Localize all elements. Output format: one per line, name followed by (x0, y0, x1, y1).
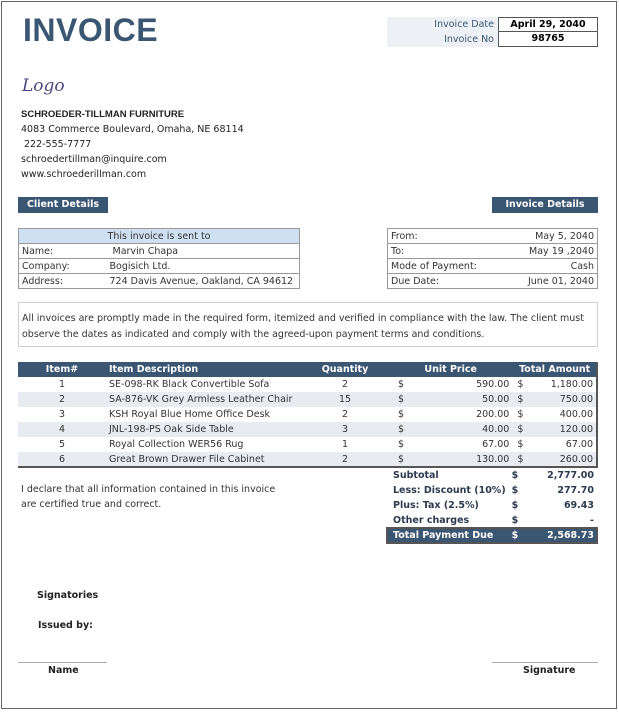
item-unit-price: 590.00 (476, 379, 510, 390)
item-description: KSH Royal Blue Home Office Desk (109, 409, 270, 420)
item-total: 67.00 (565, 439, 593, 450)
company-name: SCHROEDER-TILLMAN FURNITURE (21, 109, 185, 120)
declaration-line: I declare that all information contained in this invoice (21, 484, 276, 495)
summary-value: 2,777.00 (547, 470, 594, 481)
client-label: Address: (19, 274, 107, 289)
terms-note: All invoices are promptly made in the required form, itemized and verified in compliance with the law. The client must observe the dates as indicated and comply with the agreed-upon payment terms and conditions. (18, 302, 598, 347)
issued-by-label: Issued by: (38, 620, 93, 631)
item-description: SA-876-VK Grey Armless Leather Chair (106, 392, 302, 407)
item-description: Great Brown Drawer File Cabinet (106, 452, 302, 467)
item-row[interactable] (18, 437, 597, 452)
col-unit-price: Unit Price (388, 362, 513, 377)
item-row[interactable] (18, 392, 597, 407)
summary-label: Total Payment Due (387, 528, 506, 543)
item-no: 3 (58, 409, 66, 420)
currency-symbol: $ (511, 470, 519, 481)
detail-label: Mode of Payment: (388, 259, 506, 274)
detail-to[interactable]: May 19 ,2040 (505, 244, 597, 259)
currency-symbol: $ (511, 485, 519, 496)
summary-label: Subtotal (393, 470, 439, 481)
col-total: Total Amount (513, 362, 597, 377)
client-name[interactable]: Marvin Chapa (107, 244, 300, 259)
detail-label: From: (388, 229, 506, 244)
declaration-line: are certified true and correct. (21, 499, 162, 510)
currency-symbol: $ (517, 379, 524, 390)
currency-symbol: $ (388, 422, 418, 437)
invoice-date-label: Invoice Date (387, 17, 498, 32)
item-description: Royal Collection WER56 Rug (109, 439, 244, 450)
total-box-border (386, 527, 598, 544)
currency-symbol: $ (388, 452, 418, 467)
summary-row (387, 468, 598, 483)
item-row[interactable] (18, 407, 597, 422)
detail-label: To: (388, 244, 506, 259)
currency-symbol: $ (511, 515, 519, 526)
client-company[interactable]: Bogisich Ltd. (107, 259, 300, 274)
item-unit-price: 130.00 (418, 452, 513, 467)
summary-value: - (590, 515, 594, 526)
client-details-header: Client Details (18, 197, 108, 213)
item-quantity: 2 (302, 452, 388, 467)
currency-symbol: $ (511, 500, 519, 511)
name-label: Name (48, 665, 79, 676)
item-row[interactable] (18, 452, 597, 467)
currency-symbol: $ (517, 409, 524, 420)
invoice-title: INVOICE (23, 12, 159, 48)
items-table (18, 362, 598, 468)
client-label: Company: (19, 259, 107, 274)
item-unit-price: 67.00 (482, 439, 510, 450)
item-no: 5 (58, 439, 66, 450)
summary-value: 2,568.73 (536, 528, 598, 543)
detail-due-date[interactable]: June 01, 2040 (505, 274, 597, 289)
item-no: 4 (18, 422, 106, 437)
item-unit-price: 200.00 (476, 409, 510, 420)
item-total: 750.00 (533, 392, 597, 407)
item-row[interactable] (18, 377, 597, 392)
item-total: 260.00 (533, 452, 597, 467)
invoice-page (1, 1, 617, 709)
item-total: 1,180.00 (550, 379, 593, 390)
item-quantity: 1 (341, 439, 349, 450)
item-total: 120.00 (533, 422, 597, 437)
currency-symbol: $ (506, 528, 536, 543)
invoice-no-label: Invoice No (387, 32, 498, 47)
summary-row (387, 498, 598, 513)
signature-line (492, 662, 598, 663)
currency-symbol: $ (398, 379, 405, 390)
item-quantity: 15 (302, 392, 388, 407)
name-line (18, 662, 107, 663)
item-quantity: 2 (341, 379, 349, 390)
summary-row (387, 513, 598, 528)
item-quantity: 2 (341, 409, 349, 420)
summary-label: Plus: Tax (2.5%) (393, 500, 479, 511)
logo: Logo (22, 76, 65, 96)
currency-symbol: $ (398, 439, 405, 450)
item-unit-price: 40.00 (418, 422, 513, 437)
detail-label: Due Date: (388, 274, 506, 289)
item-row[interactable] (18, 422, 597, 437)
detail-from[interactable]: May 5, 2040 (505, 229, 597, 244)
item-no: 6 (18, 452, 106, 467)
company-phone: 222-555-7777 (24, 139, 92, 150)
client-table (18, 228, 300, 289)
client-address[interactable]: 724 Davis Avenue, Oakland, CA 94612 (107, 274, 300, 289)
invoice-date-value[interactable]: April 29, 2040 (498, 17, 598, 32)
signatories-label: Signatories (37, 590, 99, 601)
detail-payment-mode[interactable]: Cash (505, 259, 597, 274)
summary-row (387, 483, 598, 498)
currency-symbol: $ (513, 452, 533, 467)
currency-symbol: $ (513, 422, 533, 437)
currency-symbol: $ (517, 439, 524, 450)
currency-symbol: $ (388, 392, 418, 407)
col-item-no: Item# (18, 362, 106, 377)
invoice-meta (387, 17, 598, 47)
item-quantity: 3 (302, 422, 388, 437)
col-quantity: Quantity (302, 362, 388, 377)
signature-label: Signature (523, 665, 576, 676)
item-unit-price: 50.00 (418, 392, 513, 407)
invoice-details-header: Invoice Details (492, 197, 598, 213)
currency-symbol: $ (513, 392, 533, 407)
invoice-details-table (387, 228, 598, 289)
currency-symbol: $ (398, 409, 405, 420)
invoice-no-value[interactable]: 98765 (498, 32, 598, 47)
item-description: JNL-198-PS Oak Side Table (106, 422, 302, 437)
client-table-header: This invoice is sent to (19, 229, 300, 244)
company-email: schroedertillman@inquire.com (21, 154, 167, 165)
item-description: SE-098-RK Black Convertible Sofa (109, 379, 270, 390)
item-no: 2 (18, 392, 106, 407)
company-address: 4083 Commerce Boulevard, Omaha, NE 68114 (21, 124, 244, 135)
summary-label: Less: Discount (10%) (393, 485, 506, 496)
client-label: Name: (19, 244, 107, 259)
col-description: Item Description (106, 362, 302, 377)
company-website: www.schroederillman.com (21, 169, 147, 180)
summary-label: Other charges (393, 515, 470, 526)
summary-value: 277.70 (557, 485, 594, 496)
item-no: 1 (58, 379, 66, 390)
item-total: 400.00 (559, 409, 593, 420)
summary-value: 69.43 (563, 500, 594, 511)
